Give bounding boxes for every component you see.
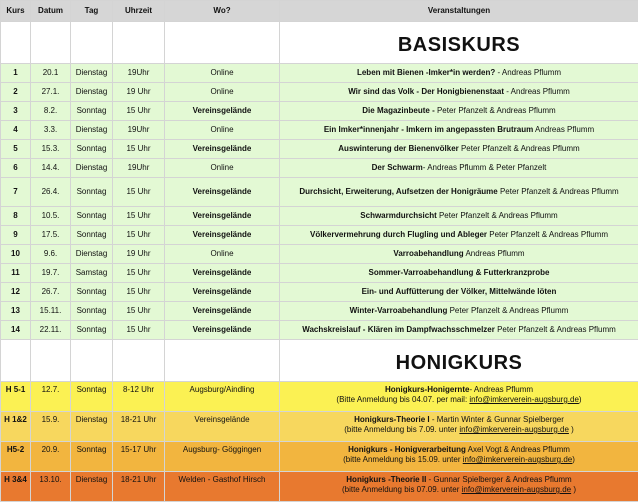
tag-cell: Sonntag [71,321,113,340]
event-speakers: - Andreas Pflumm & Peter Pfanzelt [423,163,547,172]
table-row [1,302,638,321]
event-title: Die Magazinbeute - [362,106,437,115]
registration-note-end: ) [569,425,574,434]
event-title: Honigkurs-Honigernte [385,385,469,394]
wo-cell: Online [165,121,280,140]
kurs-cell: 3 [1,102,31,121]
datum-cell: 9.6. [31,245,71,264]
uhrzeit-cell: 19 Uhr [113,245,165,264]
table-row [1,159,638,178]
header-kurs: Kurs [1,1,31,22]
datum-cell: 13.10. [31,472,71,502]
tag-cell: Sonntag [71,302,113,321]
veranstaltung-cell [280,121,638,140]
kurs-cell: 9 [1,226,31,245]
header-wo: Wo? [165,1,280,22]
veranstaltung-cell [280,102,638,121]
datum-cell: 14.4. [31,159,71,178]
uhrzeit-cell: 15 Uhr [113,302,165,321]
kurs-cell: 10 [1,245,31,264]
datum-cell: 8.2. [31,102,71,121]
veranstaltung-cell [280,140,638,159]
wo-cell: Vereinsgelände [165,283,280,302]
table-row [1,412,638,442]
event-speakers: Peter Pfanzelt & Andreas Pflumm [437,106,556,115]
wo-cell: Vereinsgelände [165,178,280,207]
uhrzeit-cell: 15 Uhr [113,283,165,302]
header-tag: Tag [71,1,113,22]
kurs-cell: 6 [1,159,31,178]
uhrzeit-cell: 19Uhr [113,121,165,140]
veranstaltung-cell [280,159,638,178]
tag-cell: Sonntag [71,140,113,159]
table-row [1,102,638,121]
registration-note: (bitte Anmeldung bis 7.09. unter [344,425,459,434]
event-title: Winter-Varroabehandlung [350,306,448,315]
uhrzeit-cell: 19 Uhr [113,83,165,102]
event-title: Auswinterung der Bienenvölker [338,144,458,153]
kurs-cell: H 3&4 [1,472,31,502]
datum-cell: 15.3. [31,140,71,159]
tag-cell: Sonntag [71,207,113,226]
wo-cell: Online [165,159,280,178]
uhrzeit-cell: 19Uhr [113,159,165,178]
table-row [1,283,638,302]
tag-cell: Sonntag [71,382,113,412]
kurs-cell: 7 [1,178,31,207]
header-row [1,1,638,22]
event-title: Leben mit Bienen -Imker*in werden? [357,68,495,77]
registration-note: (bitte Anmeldung bis 15.09. unter [343,455,463,464]
wo-cell: Vereinsgelände [165,412,280,442]
email-link[interactable]: info@imkerverein-augsburg.de [463,455,573,464]
event-speakers: - Andreas Pflumm [504,87,570,96]
datum-cell: 27.1. [31,83,71,102]
uhrzeit-cell: 8-12 Uhr [113,382,165,412]
veranstaltung-cell [280,264,638,283]
event-speakers: Peter Pfanzelt & Andreas Pflumm [437,211,558,220]
table-row [1,321,638,340]
wo-cell: Online [165,245,280,264]
datum-cell: 15.11. [31,302,71,321]
registration-note: (bitte Anmeldung bis 07.09. unter [342,485,462,494]
table-row [1,207,638,226]
wo-cell: Vereinsgelände [165,140,280,159]
tag-cell: Dienstag [71,472,113,502]
kurs-cell: 5 [1,140,31,159]
kurs-cell: 12 [1,283,31,302]
event-title: Varroabehandlung [393,249,463,258]
tag-cell: Sonntag [71,442,113,472]
kurs-cell: 13 [1,302,31,321]
kurs-cell: H 1&2 [1,412,31,442]
section-title-basiskurs: BASISKURS [280,22,638,64]
header-veranstaltungen: Veranstaltungen [280,1,638,22]
table-row [1,121,638,140]
tag-cell: Sonntag [71,283,113,302]
table-row [1,83,638,102]
kurs-cell: 8 [1,207,31,226]
wo-cell: Augsburg- Göggingen [165,442,280,472]
event-speakers: Peter Pfanzelt & Andreas Pflumm [447,306,568,315]
event-title: Völkervermehrung durch Flugling und Ableger [310,230,487,239]
event-speakers: - Martin Winter & Gunnar Spielberger [430,415,564,424]
event-title: Schwarmdurchsicht [360,211,436,220]
veranstaltung-cell [280,382,638,412]
datum-cell: 26.7. [31,283,71,302]
event-title: Durchsicht, Erweiterung, Aufsetzen der Honigräume [299,187,497,196]
wo-cell: Vereinsgelände [165,321,280,340]
kurs-cell: 1 [1,64,31,83]
datum-cell: 19.7. [31,264,71,283]
event-title: Honigkurs-Theorie I [354,415,430,424]
wo-cell: Online [165,83,280,102]
tag-cell: Sonntag [71,178,113,207]
datum-cell: 15.9. [31,412,71,442]
uhrzeit-cell: 18-21 Uhr [113,472,165,502]
veranstaltung-cell [280,472,638,502]
uhrzeit-cell: 15 Uhr [113,226,165,245]
tag-cell: Dienstag [71,412,113,442]
event-speakers: Andreas Pflumm [464,249,525,258]
event-speakers: Axel Vogt & Andreas Pflumm [466,445,570,454]
datum-cell: 3.3. [31,121,71,140]
registration-note-end: ) [571,485,576,494]
datum-cell: 22.11. [31,321,71,340]
wo-cell: Vereinsgelände [165,226,280,245]
wo-cell: Welden - Gasthof Hirsch [165,472,280,502]
tag-cell: Samstag [71,264,113,283]
event-speakers: Peter Pfanzelt & Andreas Pflumm [487,230,608,239]
table-row [1,264,638,283]
veranstaltung-cell [280,321,638,340]
table-row [1,140,638,159]
event-title: Wir sind das Volk - Der Honigbienenstaat [348,87,504,96]
wo-cell: Vereinsgelände [165,102,280,121]
wo-cell: Augsburg/Aindling [165,382,280,412]
section-title-honigkurs: HONIGKURS [280,340,638,382]
email-link[interactable]: info@imkerverein-augsburg.de [469,395,579,404]
wo-cell: Vereinsgelände [165,207,280,226]
event-title: Ein- und Auffütterung der Völker, Mittelwände löten [362,287,557,296]
tag-cell: Dienstag [71,121,113,140]
datum-cell: 17.5. [31,226,71,245]
event-speakers: - Andreas Pflumm [495,68,561,77]
tag-cell: Dienstag [71,64,113,83]
event-title: Der Schwarm [372,163,423,172]
event-speakers: Peter Pfanzelt & Andreas Pflumm [495,325,616,334]
veranstaltung-cell [280,283,638,302]
datum-cell: 10.5. [31,207,71,226]
event-title: Sommer-Varroabehandlung & Futterkranzprobe [369,268,550,277]
uhrzeit-cell: 15 Uhr [113,321,165,340]
event-speakers: Andreas Pflumm [533,125,594,134]
table-row [1,178,638,207]
email-link[interactable]: info@imkerverein-augsburg.de [462,485,572,494]
event-speakers: - Andreas Pflumm [469,385,533,394]
registration-note: (Bitte Anmeldung bis 04.07. per mail: [336,395,469,404]
uhrzeit-cell: 18-21 Uhr [113,412,165,442]
veranstaltung-cell [280,207,638,226]
uhrzeit-cell: 15 Uhr [113,102,165,121]
uhrzeit-cell: 15 Uhr [113,207,165,226]
uhrzeit-cell: 15 Uhr [113,140,165,159]
table-row [1,472,638,502]
header-uhrzeit: Uhrzeit [113,1,165,22]
kurs-cell: H5-2 [1,442,31,472]
wo-cell: Vereinsgelände [165,302,280,321]
veranstaltung-cell [280,442,638,472]
veranstaltung-cell [280,226,638,245]
datum-cell: 12.7. [31,382,71,412]
tag-cell: Sonntag [71,226,113,245]
event-title: Honigkurs - Honigverarbeitung [348,445,466,454]
uhrzeit-cell: 19Uhr [113,64,165,83]
email-link[interactable]: info@imkerverein-augsburg.de [459,425,569,434]
veranstaltung-cell [280,245,638,264]
datum-cell: 26.4. [31,178,71,207]
uhrzeit-cell: 15 Uhr [113,264,165,283]
table-row [1,245,638,264]
event-speakers: Peter Pfanzelt & Andreas Pflumm [459,144,580,153]
veranstaltung-cell [280,302,638,321]
table-row [1,442,638,472]
registration-note-end: ) [572,455,575,464]
datum-cell: 20.1 [31,64,71,83]
event-title: Ein Imker*innenjahr - Imkern im angepassten Brutraum [324,125,533,134]
kurs-cell: 4 [1,121,31,140]
kurs-cell: H 5-1 [1,382,31,412]
kurs-cell: 11 [1,264,31,283]
event-speakers: Peter Pfanzelt & Andreas Pflumm [498,187,619,196]
tag-cell: Dienstag [71,159,113,178]
kurs-cell: 2 [1,83,31,102]
table-row [1,226,638,245]
table-row [1,64,638,83]
veranstaltung-cell [280,83,638,102]
event-title: Honigkurs -Theorie II [346,475,426,484]
registration-note-end: ) [579,395,582,404]
veranstaltung-cell [280,64,638,83]
table-row [1,382,638,412]
section-row-honigkurs [1,340,638,382]
wo-cell: Vereinsgelände [165,264,280,283]
tag-cell: Sonntag [71,102,113,121]
kurs-cell: 14 [1,321,31,340]
veranstaltung-cell [280,178,638,207]
datum-cell: 20.9. [31,442,71,472]
tag-cell: Dienstag [71,83,113,102]
uhrzeit-cell: 15 Uhr [113,178,165,207]
veranstaltung-cell [280,412,638,442]
uhrzeit-cell: 15-17 Uhr [113,442,165,472]
event-title: Wachskreislauf - Klären im Dampfwachsschmelzer [302,325,495,334]
header-datum: Datum [31,1,71,22]
event-speakers: - Gunnar Spielberger & Andreas Pflumm [426,475,571,484]
section-row-basiskurs [1,22,638,64]
wo-cell: Online [165,64,280,83]
tag-cell: Dienstag [71,245,113,264]
